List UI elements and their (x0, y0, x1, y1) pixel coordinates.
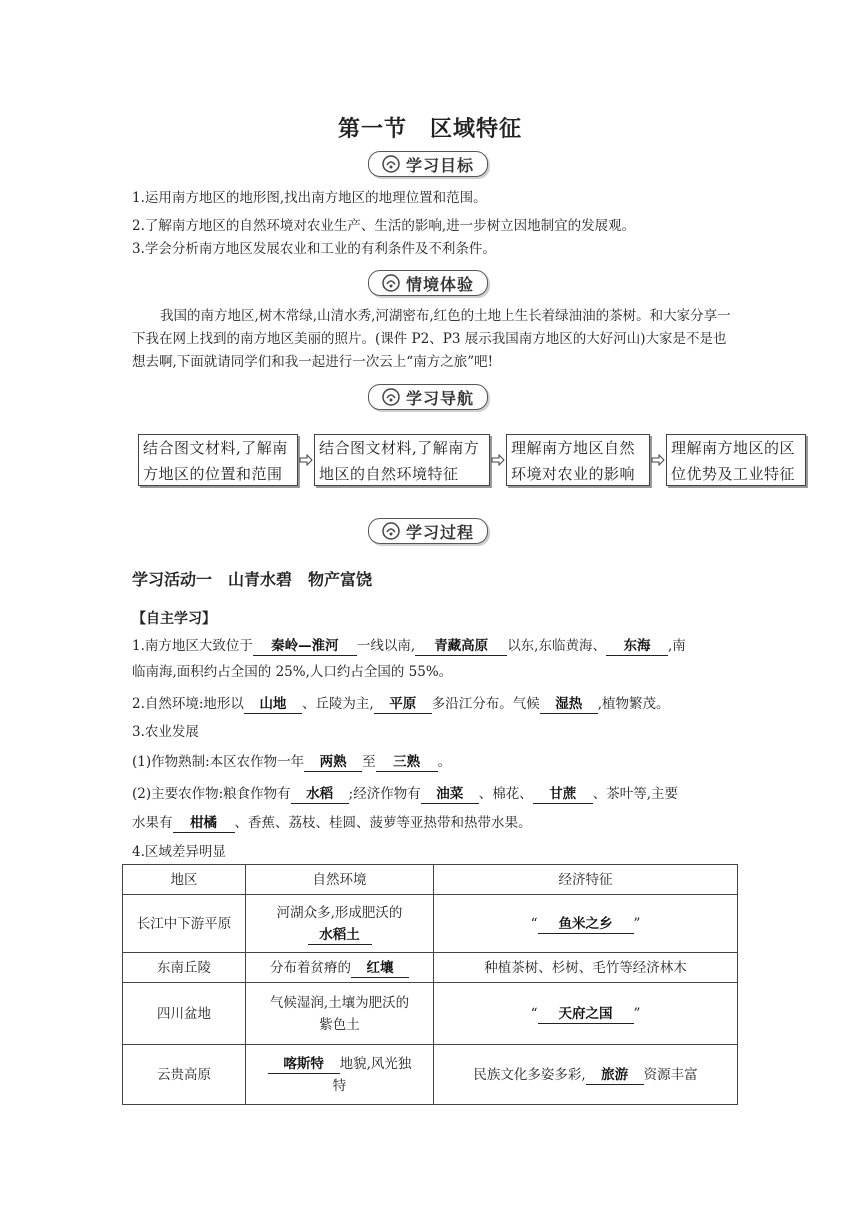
answer-blank: 旅游 (586, 1066, 644, 1085)
badge-icon (382, 155, 400, 173)
answer-blank: 柑橘 (173, 814, 235, 833)
question-4: 4.区域差异明显 (132, 844, 226, 860)
q1-text: ,南 (667, 638, 686, 654)
flow-step-4-line-1: 理解南方地区的区 (671, 439, 796, 457)
environment-text: 分布着贫瘠的 (270, 959, 351, 976)
flow-step-2-line-2: 地区的自然环境特征 (319, 465, 459, 483)
q3-2-text: 、香蕉、荔枝、桂圆、菠萝等亚热带和热带水果。 (234, 815, 532, 831)
q3-2-text: 、棉花、 (478, 786, 533, 802)
badge-label: 学习过程 (405, 522, 474, 542)
section-badge-goals (368, 151, 488, 177)
page-title: 第一节 区域特征 (337, 117, 522, 142)
flow-step-1-line-1: 结合图文材料,了解南 (143, 439, 288, 457)
question-3-1 (132, 752, 451, 772)
q1-text: 以东,东临黄海、 (507, 638, 606, 654)
section-badge-guide (368, 384, 488, 410)
environment-text: 紫色土 (319, 1016, 360, 1033)
region-cell: 东南丘陵 (123, 953, 246, 983)
quote-mark: ” (633, 1005, 641, 1022)
q1-text: 1.南方地区大致位于 (132, 638, 253, 654)
table-header: 自然环境 (246, 865, 434, 895)
section-badge-process (368, 518, 488, 544)
environment-text: 特 (332, 1077, 347, 1094)
environment-text: 气候湿润,土壤为肥沃的 (269, 994, 410, 1011)
flow-step-4 (666, 434, 806, 486)
question-1-line-2: 临南海,面积约占全国的 25%,人口约占全国的 55%。 (132, 664, 453, 680)
q3-1-text: (1)作物熟制:本区农作物一年 (132, 754, 305, 770)
quote-mark: “ (530, 1005, 538, 1022)
region-table (122, 864, 738, 1105)
arrow-icon (298, 450, 314, 470)
q3-2-text: 水果有 (132, 815, 173, 831)
economy-cell (434, 895, 738, 953)
self-study-heading: 【自主学习】 (132, 611, 216, 627)
badge-label: 学习目标 (405, 155, 474, 175)
q3-2-text: (2)主要农作物:粮食作物有 (132, 786, 291, 802)
quote-mark: ” (633, 915, 641, 932)
region-cell: 长江中下游平原 (123, 895, 246, 953)
q2-text: 2.自然环境:地形以 (132, 696, 244, 712)
table-row (123, 895, 738, 953)
answer-blank: 秦岭—淮河 (253, 637, 357, 656)
q3-2-text: 、茶叶等,主要 (592, 786, 679, 802)
economy-cell (434, 983, 738, 1045)
answer-blank: 东海 (606, 637, 668, 656)
environment-cell (246, 983, 434, 1045)
environment-cell (246, 895, 434, 953)
arrow-icon (650, 450, 666, 470)
q3-1-text: 。 (437, 754, 452, 770)
q3-1-text: 至 (362, 754, 376, 770)
environment-text: 河湖众多,形成肥沃的 (276, 904, 403, 921)
answer-blank: 鱼米之乡 (538, 915, 634, 934)
flow-step-3-line-2: 环境对农业的影响 (511, 465, 636, 483)
flow-step-2 (314, 434, 490, 486)
q1-text: 一线以南, (356, 638, 416, 654)
q3-2-text: ;经济作物有 (348, 786, 421, 802)
learning-flow (138, 434, 806, 486)
answer-blank: 湿热 (540, 695, 598, 714)
activity-title: 学习活动一 山青水碧 物产富饶 (132, 570, 373, 589)
economy-text: 资源丰富 (643, 1066, 698, 1083)
situation-paragraph: 我国的南方地区,树木常绿,山清水秀,河湖密布,红色的土地上生长着绿油油的茶树。和大家分享一下我在网上找到的南方地区美丽的照片。(课件 P2、P3 展示我国南方地区的大好河山)大家是不是也想去啊,下面就请同学们和我一起进行一次云上“南方之旅”吧! (132, 308, 731, 370)
answer-blank: 天府之国 (538, 1005, 634, 1024)
answer-blank: 红壤 (351, 959, 409, 978)
region-cell: 云贵高原 (123, 1045, 246, 1105)
quote-mark: “ (530, 915, 538, 932)
flow-step-1 (138, 434, 298, 486)
answer-blank: 山地 (244, 695, 302, 714)
q2-text: 、丘陵为主, (301, 696, 374, 712)
economy-text: 民族文化多姿多彩, (473, 1066, 586, 1083)
economy-cell (434, 1045, 738, 1105)
answer-blank: 青藏高原 (415, 637, 507, 656)
flow-step-3 (506, 434, 650, 486)
flow-step-2-line-1: 结合图文材料,了解南方 (319, 439, 480, 457)
environment-cell (246, 1045, 434, 1105)
badge-icon (382, 388, 400, 406)
badge-icon (382, 522, 400, 540)
answer-blank: 甘蔗 (533, 785, 593, 804)
answer-blank: 喀斯特 (268, 1055, 340, 1074)
flow-step-4-line-2: 位优势及工业特征 (671, 465, 796, 483)
economy-cell: 种植茶树、杉树、毛竹等经济林木 (434, 953, 738, 983)
answer-blank: 平原 (374, 695, 432, 714)
answer-blank: 油菜 (421, 785, 479, 804)
answer-blank: 三熟 (376, 753, 438, 772)
goal-3: 3.学会分析南方地区发展农业和工业的有利条件及不利条件。 (132, 241, 496, 257)
table-header: 经济特征 (434, 865, 738, 895)
question-3: 3.农业发展 (132, 724, 199, 740)
environment-cell (246, 953, 434, 983)
question-1 (132, 636, 686, 656)
question-3-2 (132, 784, 678, 804)
q2-text: ,植物繁茂。 (597, 696, 670, 712)
badge-icon (382, 274, 400, 292)
table-row (123, 953, 738, 983)
q2-text: 多沿江分布。气候 (431, 696, 540, 712)
section-badge-situation (368, 270, 488, 296)
answer-blank: 水稻土 (308, 926, 372, 945)
table-header: 地区 (123, 865, 246, 895)
flow-step-3-line-1: 理解南方地区自然 (511, 439, 636, 457)
answer-blank: 两熟 (304, 753, 362, 772)
flow-step-1-line-2: 方地区的位置和范围 (143, 465, 283, 483)
table-header-row (123, 865, 738, 895)
goal-2: 2.了解南方地区的自然环境对农业生产、生活的影响,进一步树立因地制宜的发展观。 (132, 218, 636, 234)
table-row (123, 1045, 738, 1105)
question-3-2-line-2 (132, 813, 532, 833)
answer-blank: 水稻 (291, 785, 349, 804)
goal-1: 1.运用南方地区的地形图,找出南方地区的地理位置和范围。 (132, 190, 487, 206)
environment-text: 地貌,风光独 (339, 1055, 412, 1072)
arrow-icon (490, 450, 506, 470)
badge-label: 学习导航 (405, 388, 474, 408)
table-row (123, 983, 738, 1045)
region-cell: 四川盆地 (123, 983, 246, 1045)
question-2 (132, 694, 670, 714)
badge-label: 情境体验 (405, 274, 474, 294)
